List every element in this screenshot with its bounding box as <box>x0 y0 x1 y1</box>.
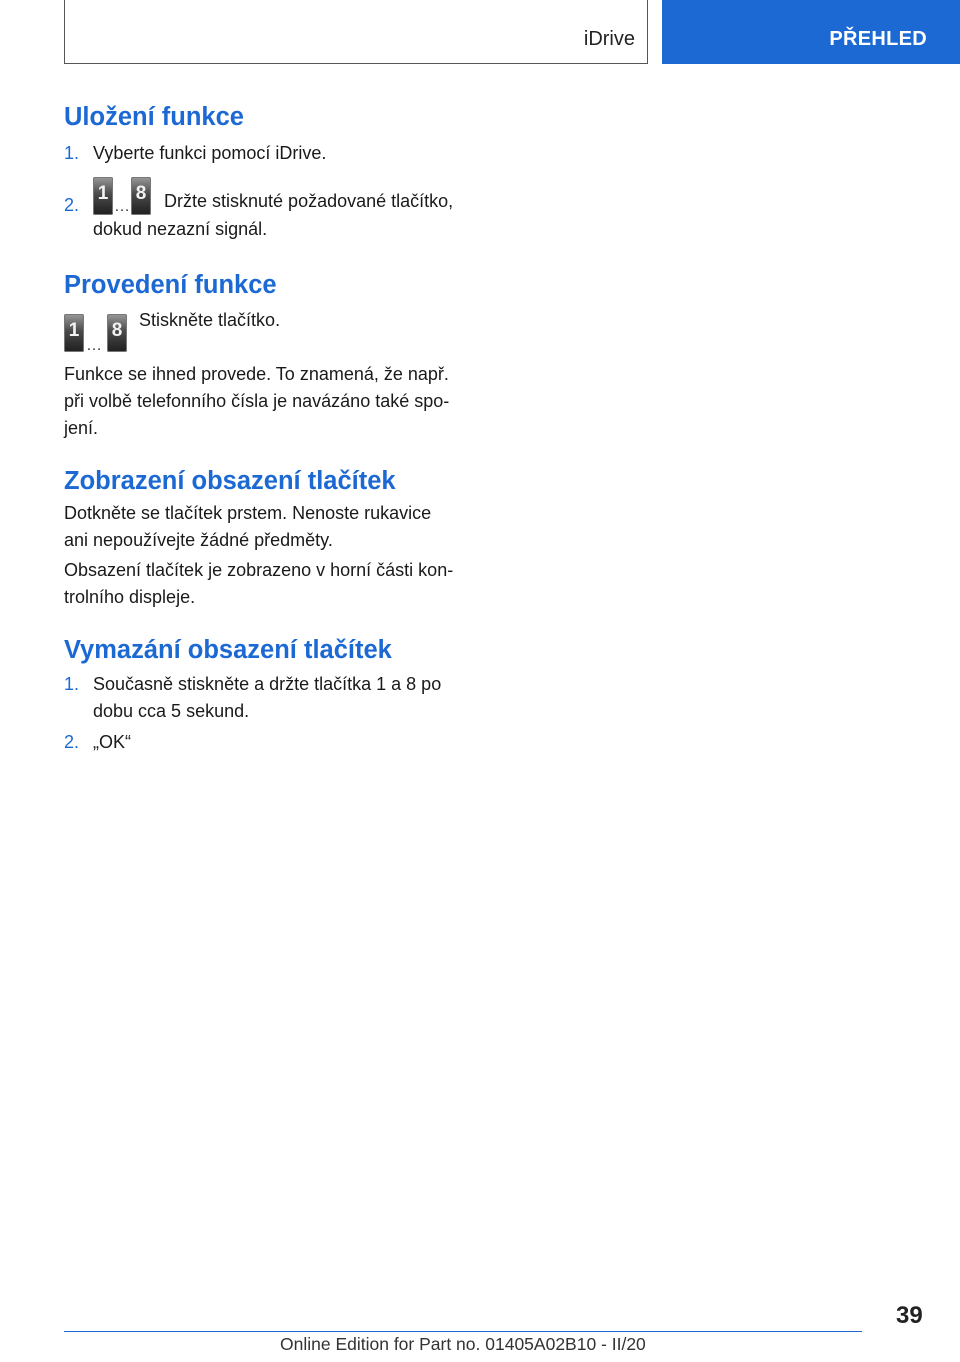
save-step-2 <box>64 176 484 243</box>
clear-step-2 <box>64 729 484 756</box>
step-number: 2. <box>64 195 80 215</box>
step-text-line1: Držte stisknuté požadované tlačítko, <box>164 191 454 212</box>
ellipsis: … <box>114 198 130 216</box>
execute-icon-text: Stiskněte tlačítko. <box>139 310 281 330</box>
step-text: Vyberte funkci pomocí iDrive. <box>93 143 327 163</box>
step-text-line2: dokud nezazní signál. <box>93 219 268 239</box>
page-number: 39 <box>896 1302 923 1329</box>
save-step-1 <box>64 140 484 167</box>
step-text: „OK“ <box>93 732 131 752</box>
step-number: 1. <box>64 143 80 163</box>
footer-edition-text: Online Edition for Part no. 01405A02B10 - II/20 <box>280 1334 646 1354</box>
heading-save-function: Uložení funkce <box>64 103 244 131</box>
step-number: 2. <box>64 732 80 752</box>
clear-step-1 <box>64 671 484 725</box>
preset-button-8-icon: 8 <box>107 314 127 352</box>
paragraph-line: Funkce se ihned provede. To znamená, že např. <box>64 364 449 384</box>
step-number: 1. <box>64 674 80 694</box>
heading-display-assignment: Zobrazení obsazení tlačítek <box>64 467 396 495</box>
header-section-label: iDrive <box>583 28 635 50</box>
paragraph-line: Dotkněte se tlačítek prstem. Nenoste rukavice <box>64 503 432 523</box>
execute-paragraph <box>64 361 484 442</box>
paragraph-line: ani nepoužívejte žádné předměty. <box>64 530 333 550</box>
execute-icon-row <box>64 310 484 356</box>
content-column <box>64 100 484 756</box>
step-text-line2: dobu cca 5 sekund. <box>93 701 250 721</box>
preset-button-1-icon: 1 <box>64 314 84 352</box>
step-text-line1: Současně stiskněte a držte tlačítka 1 a 8 po <box>93 674 442 694</box>
paragraph-line: při volbě telefonního čísla je navázáno také spo‐ <box>64 391 450 411</box>
paragraph-line: trolního displeje. <box>64 587 196 607</box>
display-paragraph-1 <box>64 500 484 554</box>
ellipsis: … <box>86 337 102 354</box>
preset-button-8-icon: 8 <box>131 177 151 215</box>
heading-execute-function: Provedení funkce <box>64 271 277 299</box>
header-chapter-label: PŘEHLED <box>829 28 927 50</box>
heading-clear-assignment: Vymazání obsazení tlačítek <box>64 636 392 664</box>
paragraph-line: Obsazení tlačítek je zobrazeno v horní části kon‐ <box>64 560 454 580</box>
header-chapter-tab <box>662 0 960 64</box>
preset-button-1-icon: 1 <box>93 177 113 215</box>
paragraph-line: jení. <box>64 418 99 438</box>
display-paragraph-2 <box>64 557 484 611</box>
footer-rule <box>64 1331 862 1332</box>
header-section-box <box>64 0 648 64</box>
